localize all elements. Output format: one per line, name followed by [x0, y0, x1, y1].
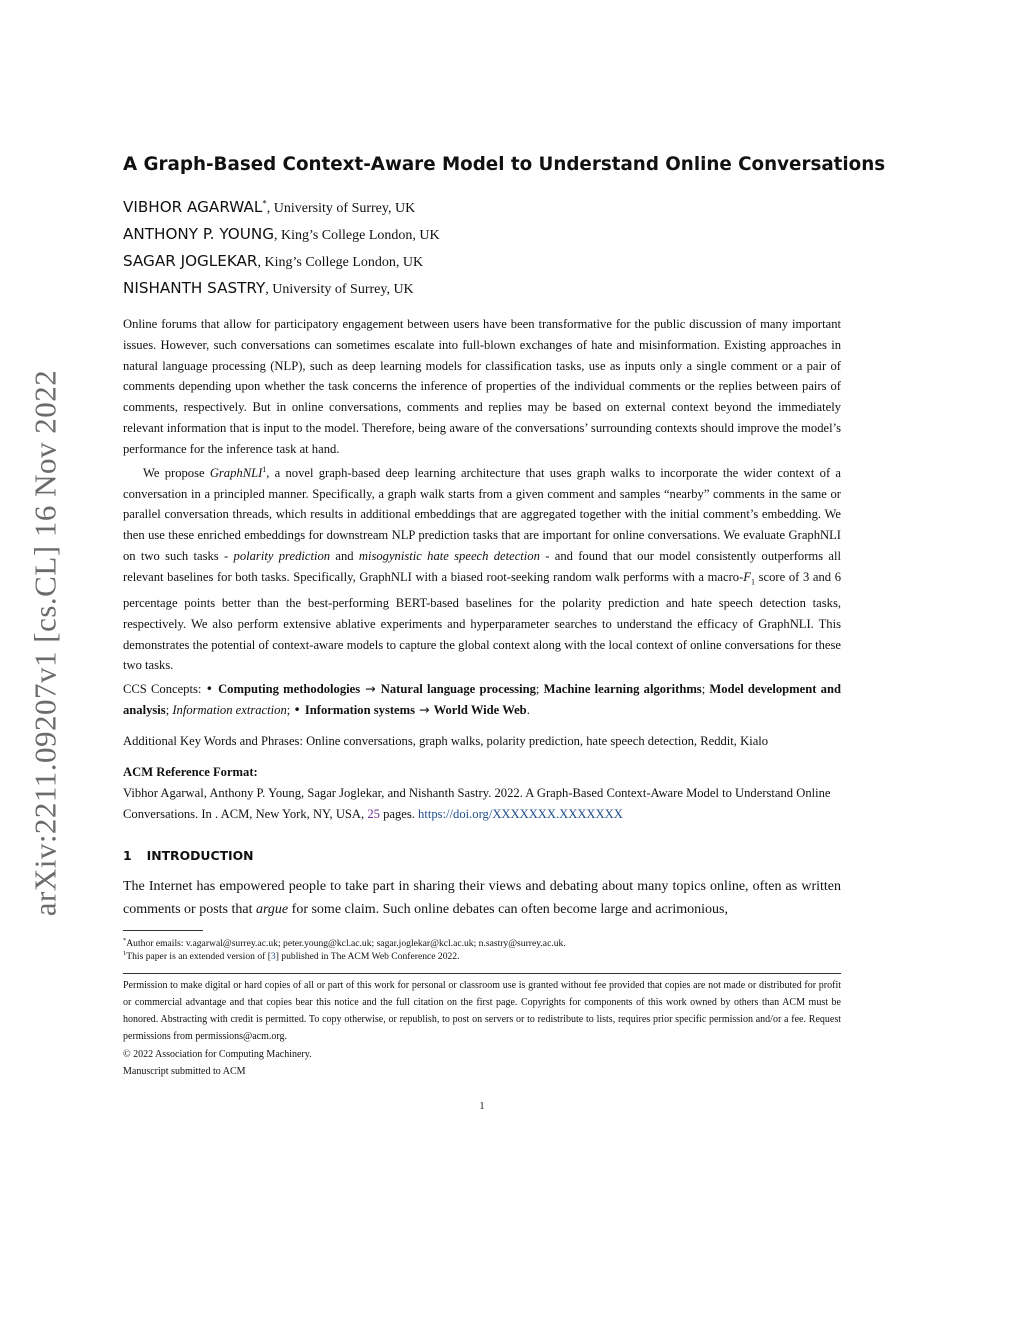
author-name: ANTHONY P. YOUNG [123, 225, 274, 243]
doi-link[interactable]: https://doi.org/XXXXXXX.XXXXXXX [418, 806, 623, 821]
ccs-concepts: CCS Concepts: • Computing methodologies → Natural language processing; Machine learning algorithms; Model development and analysis; Information extraction; • Information systems → World Wide Web. [123, 681, 841, 717]
manuscript-note: Manuscript submitted to ACM [123, 1066, 246, 1077]
abstract-paragraph: Online forums that allow for participatory engagement between users have been transformative for the public discussion of many important issues. However, such conversations can sometimes escalate into full-blown exchanges of hate and misinformation. Existing approaches in natural language processing (NLP), such as deep learning models for classification tasks, use as inputs only a single comment or a pair of comments depending upon whether the task concerns the inference of properties of the individual comments or the replies between pairs of comments, respectively. But in online conversations, comments and replies may be based on external context beyond the immediately relevant information that is input to the model. Therefore, being aware of the conversations’ surrounding contexts should improve the model’s performance for the inference task at hand. [123, 317, 841, 456]
paper-title: A Graph-Based Context-Aware Model to Understand Online Conversations [123, 154, 886, 175]
abstract-paragraph: We propose GraphNLI$^1$, a novel graph-based deep learning architecture that uses graph walks to incorporate the wider context of a conversation in a principled manner. Specifically, a graph walk starts from a given comment and samples “nearby” comments in the same or parallel conversation threads, which results in additional embeddings that are aggregated together with the initial comment’s embedding. We then use these enriched embeddings for downstream NLP prediction tasks that are important for online conversations. We evaluate GraphNLI on two such tasks - polarity prediction and misogynistic hate speech detection - and found that our model consistently outperforms all relevant baselines for both tasks. Specifically, GraphNLI with a biased root-seeking random walk performs with a macro-$F_1$ score of 3 and 6 percentage points better than the best-performing BERT-based baselines for the polarity prediction and hate speech detection tasks, respectively. We also perform extensive ablative experiments and hyperparameter searches to understand the efficacy of GraphNLI. This demonstrates the potential of context-aware models to capture the global context along with the local context of online conversations for these two tasks. [123, 464, 841, 673]
abstract [123, 314, 841, 676]
model-name: GraphNLI [209, 465, 263, 480]
permission-divider [123, 973, 841, 974]
author-name: SAGAR JOGLEKAR [123, 252, 258, 270]
introduction-text: The Internet has empowered people to take part in sharing their views and debating about many topics online, often as written comments or posts that argue for some claim. Such online debates can often become large and acrimonious, [123, 879, 841, 917]
author-affiliation: , King’s College London, UK [273, 228, 440, 243]
footnote-divider [123, 930, 203, 931]
arxiv-identifier [28, 348, 62, 938]
footnote: *Author emails: v.agarwal@surrey.ac.uk; peter.young@kcl.ac.uk; sagar.joglekar@kcl.ac.uk; n.sastry@surrey.ac.uk. [123, 937, 566, 950]
copyright-notice: © 2022 Association for Computing Machinery. [123, 1049, 312, 1060]
footnote: $^1$This paper is an extended version of [3] published in The ACM Web Conference 2022. [123, 950, 460, 963]
author-mark: * [262, 198, 267, 209]
author-line [123, 279, 414, 298]
author-affiliation: , King’s College London, UK [257, 255, 424, 270]
reference-format: Vibhor Agarwal, Anthony P. Young, Sagar Joglekar, and Nishanth Sastry. 2022. A Graph-Based Context-Aware Model to Understand Online Conversations. In . ACM, New York, NY, USA, 25 pages. https://doi.org/XXXXXXX.XXXXXXX [123, 786, 831, 821]
section-heading: 1 INTRODUCTION [123, 848, 254, 863]
footnote-ref: 1 [262, 464, 267, 474]
keywords: Additional Key Words and Phrases: Online conversations, graph walks, polarity prediction, hate speech detection, Reddit, Kialo [123, 734, 769, 748]
author-name: NISHANTH SASTRY [123, 279, 266, 297]
page-count-link[interactable]: 25 [367, 806, 380, 821]
arxiv-id-text: arXiv:2211.09207v1 [cs.CL] 16 Nov 2022 [27, 369, 63, 917]
author-line [123, 225, 440, 244]
author-affiliation: , University of Surrey, UK [266, 201, 416, 216]
permission-notice: Permission to make digital or hard copies of all or part of this work for personal or classroom use is granted without fee provided that copies are not made or distributed for profit or commercial advantage and that copies bear this notice and the full citation on the first page. Copyrights for components of this work owned by others than ACM must be honored. Abstracting with credit is permitted. To copy otherwise, or republish, to post on servers or to redistribute to lists, requires prior specific permission and/or a fee. Request permissions from permissions@acm.org. [123, 980, 841, 1042]
author-affiliation: , University of Surrey, UK [265, 282, 414, 297]
page-number: 1 [479, 1101, 485, 1112]
citation-link[interactable]: 3 [270, 951, 276, 963]
author-line [123, 198, 415, 217]
reference-heading: ACM Reference Format: [123, 765, 258, 779]
author-name: VIBHOR AGARWAL [123, 198, 263, 216]
author-line [123, 252, 423, 271]
